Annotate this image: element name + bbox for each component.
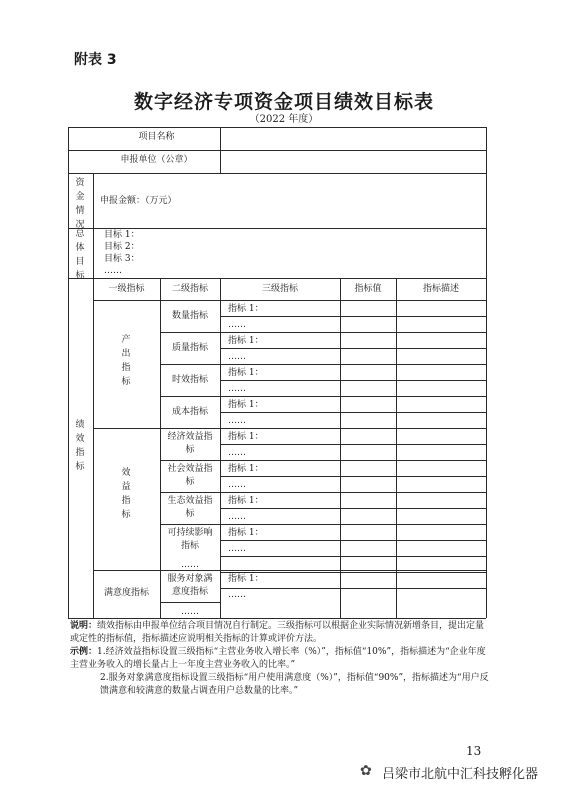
output-group-border [93, 428, 486, 429]
table-rule [160, 364, 220, 365]
form-title: 数字经济专项资金项目绩效目标表 [133, 91, 434, 113]
output-item: 质量指标 [171, 343, 208, 353]
attachment-label: 附表 3 [74, 52, 117, 68]
indicator-1-label: 指标 1： [228, 464, 264, 474]
table-rule [220, 540, 486, 541]
benefit-label: 效益指标 [121, 468, 131, 520]
note-label: 说明： [70, 621, 98, 631]
table-rule [68, 150, 486, 151]
table-rule [160, 602, 220, 603]
indicator-1-label: 指标 1： [228, 336, 264, 346]
form-year: （2022 年度） [249, 114, 319, 125]
goal-3: 目标 3： [104, 254, 140, 264]
goal-label: 总体目标 [75, 229, 85, 281]
benefit-group-border [93, 570, 486, 571]
table-rule [93, 300, 486, 301]
satisfaction-ellipsis: …… [181, 607, 199, 617]
output-item: 成本指标 [171, 407, 208, 417]
table-rule [220, 492, 486, 493]
output-item: 数量指标 [171, 311, 208, 321]
table-rule [220, 396, 486, 397]
table-rule [220, 316, 486, 317]
goal-1: 目标 1： [104, 230, 140, 240]
project-name-label: 项目名称 [138, 132, 175, 142]
indicator-ellipsis: …… [228, 416, 246, 426]
indicator-1-label: 指标 1： [228, 574, 264, 584]
indicator-1-label: 指标 1： [228, 304, 264, 314]
note-text: 绩效指标由申报单位结合项目情况自行制定。三级指标可以根据企业实际情况新增条目，提出定量或定性的指标值，指标描述应说明相关指标的计算或评价方法。 [70, 621, 485, 644]
performance-label: 绩效指标 [75, 420, 85, 472]
indicator-ellipsis: …… [228, 352, 246, 362]
table-rule [220, 524, 486, 525]
goal-ellipsis: …… [104, 266, 122, 276]
notes-section [70, 620, 490, 698]
indicator-ellipsis: …… [228, 320, 246, 330]
benefit-item: 经济效益指标 [167, 432, 213, 455]
table-rule [220, 508, 486, 509]
table-bottom-border [68, 618, 486, 619]
col-desc-header: 指标描述 [422, 284, 459, 294]
satisfaction-item: 服务对象满意度指标 [167, 574, 213, 597]
example-1: 1.经济效益指标设置三级指标“主营业务收入增长率（%）”，指标值“10%”，指标描述为“企业年度主营业务收入的增长量占上一年度主营业务收入的比率。” [70, 647, 486, 670]
indicator-ellipsis: …… [228, 448, 246, 458]
indicator-1-label: 指标 1： [228, 368, 264, 378]
benefit-item: 生态效益指标 [167, 496, 213, 519]
benefit-ellipsis: …… [181, 560, 199, 570]
table-rule [220, 364, 486, 365]
table-rule [160, 396, 220, 397]
table-top-border [68, 127, 486, 128]
name-divider [220, 127, 221, 173]
output-item: 时效指标 [171, 375, 208, 385]
table-rule [160, 460, 220, 461]
table-rule [220, 476, 486, 477]
table-rule [220, 460, 486, 461]
table-rule [220, 556, 486, 557]
indicator-1-label: 指标 1： [228, 400, 264, 410]
col-level1-header: 一级指标 [108, 284, 145, 294]
goal-2: 目标 2： [104, 242, 140, 252]
table-left-border [68, 127, 69, 618]
table-rule [220, 444, 486, 445]
applicant-label: 申报单位（公章） [120, 155, 193, 165]
indicator-ellipsis: …… [228, 480, 246, 490]
table-rule [396, 278, 397, 618]
indicator-ellipsis: …… [228, 590, 246, 600]
table-rule [220, 380, 486, 381]
example-2: 2.服务对象满意度指标设置三级指标“用户使用满意度（%）”，指标值“90%”，指标描述为“用户反馈满意和较满意的数量占调查用户总数量的比率。” [100, 673, 489, 696]
table-rule [68, 278, 486, 279]
table-rule [340, 278, 341, 618]
indicator-1-label: 指标 1： [228, 528, 264, 538]
table-right-border [486, 127, 487, 618]
wechat-icon: ✿ [360, 763, 372, 779]
table-rule [160, 332, 220, 333]
col-value-header: 指标值 [354, 284, 382, 294]
page-number: 13 [466, 744, 482, 758]
satisfaction-label: 满意度指标 [103, 588, 149, 598]
funds-label: 资金情况 [75, 178, 85, 230]
label-column-divider [93, 173, 94, 618]
benefit-item: 可持续影响指标 [167, 528, 213, 551]
benefit-item: 社会效益指标 [167, 464, 213, 487]
watermark-text: 吕梁市北航中汇科技孵化器 [382, 767, 539, 782]
table-rule [68, 173, 486, 174]
table-rule [160, 524, 220, 525]
table-rule [220, 332, 486, 333]
table-rule [220, 588, 486, 589]
table-rule [220, 348, 486, 349]
col-level3-header: 三级指标 [261, 284, 298, 294]
table-rule [220, 412, 486, 413]
table-rule [160, 492, 220, 493]
indicator-1-label: 指标 1： [228, 496, 264, 506]
indicator-1-label: 指标 1： [228, 432, 264, 442]
funds-amount-label: 申报金额：（万元） [100, 196, 177, 206]
indicator-ellipsis: …… [228, 384, 246, 394]
indicator-ellipsis: …… [228, 512, 246, 522]
example-label: 示例： [70, 647, 98, 657]
col-level2-header: 二级指标 [171, 284, 208, 294]
table-rule [220, 278, 221, 618]
output-label: 产出指标 [121, 335, 131, 387]
indicator-ellipsis: …… [228, 544, 246, 554]
